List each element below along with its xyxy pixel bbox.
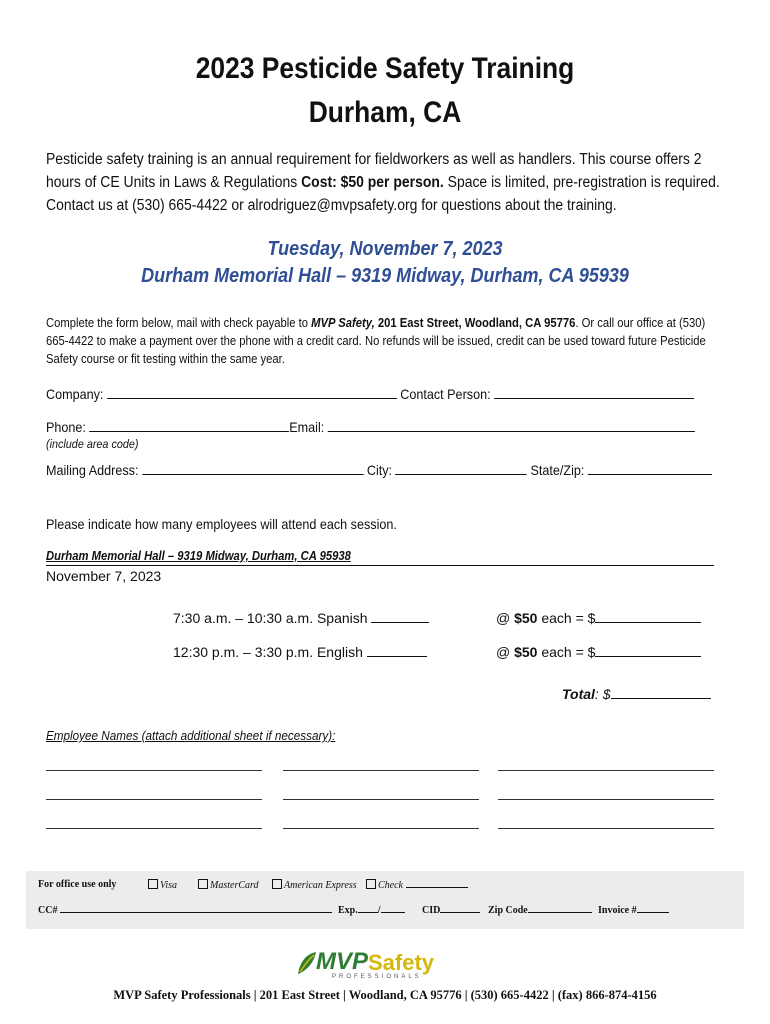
mailing-label: Mailing Address: bbox=[46, 462, 139, 478]
phone-row bbox=[46, 419, 695, 435]
employee-name-field[interactable] bbox=[283, 828, 479, 829]
office-use-label: For office use only bbox=[38, 879, 117, 890]
total-field[interactable] bbox=[611, 698, 711, 699]
mailing-row bbox=[46, 462, 712, 478]
exp-row: Exp. / bbox=[338, 905, 405, 916]
page-title: 2023 Pesticide Safety Training bbox=[195, 52, 575, 85]
statezip-label: State/Zip: bbox=[530, 462, 585, 478]
event-location: Durham Memorial Hall – 9319 Midway, Durham, CA 95939 bbox=[141, 265, 629, 287]
english-price bbox=[496, 644, 701, 660]
logo-professionals-text: PROFESSIONALS bbox=[332, 974, 422, 980]
employee-name-field[interactable] bbox=[46, 828, 262, 829]
employee-name-field[interactable] bbox=[46, 770, 262, 771]
intro-text-2: Space is limited, pre-registration is required. Contact us at (530) 665-4422 or alrodriguez@mvpsafety.org for questions about the training. bbox=[46, 174, 720, 214]
employee-name-field[interactable] bbox=[283, 770, 479, 771]
cid-row bbox=[422, 905, 480, 916]
checkbox-icon bbox=[198, 879, 208, 889]
company-field[interactable] bbox=[107, 398, 397, 399]
employee-name-field[interactable] bbox=[283, 799, 479, 800]
invoice-row bbox=[598, 905, 669, 916]
price-value: $50 bbox=[514, 644, 538, 660]
invoice-field[interactable] bbox=[637, 912, 669, 913]
price-value: $50 bbox=[514, 610, 538, 626]
exp-year-field[interactable] bbox=[381, 912, 405, 913]
price-prefix: @ bbox=[496, 610, 515, 626]
phone-label: Phone: bbox=[46, 419, 86, 435]
area-code-note: (include area code) bbox=[46, 437, 139, 451]
leaf-icon bbox=[296, 950, 318, 976]
cc-field[interactable] bbox=[60, 912, 332, 913]
total-suffix: : $ bbox=[594, 686, 611, 702]
page-subtitle: Durham, CA bbox=[308, 96, 462, 129]
statezip-field[interactable] bbox=[588, 474, 712, 475]
spanish-price bbox=[496, 610, 701, 626]
mastercard-label: MasterCard bbox=[210, 880, 259, 891]
session-label: 7:30 a.m. – 10:30 a.m. Spanish bbox=[173, 610, 368, 626]
city-field[interactable] bbox=[396, 474, 527, 475]
cid-field[interactable] bbox=[440, 912, 480, 913]
spanish-count-field[interactable] bbox=[371, 622, 429, 623]
footer-text: MVP Safety Professionals | 201 East Street | Woodland, CA 95776 | (530) 665-4422 | (fax) 866-874-4156 bbox=[113, 988, 657, 1002]
check-number-field[interactable] bbox=[406, 887, 468, 888]
office-use-box bbox=[26, 871, 744, 929]
city-label: City: bbox=[366, 462, 393, 478]
company-row bbox=[46, 386, 694, 402]
intro-paragraph bbox=[46, 148, 730, 217]
mailing-field[interactable] bbox=[142, 474, 363, 475]
contact-label: Contact Person: bbox=[400, 386, 491, 402]
mastercard-option[interactable] bbox=[198, 879, 259, 891]
mail-address-text: 201 East Street, Woodland, CA 95776 bbox=[374, 316, 576, 330]
cid-label: CID bbox=[422, 905, 441, 916]
email-label: Email: bbox=[289, 419, 325, 435]
session-date: November 7, 2023 bbox=[46, 568, 162, 584]
intro-text: Pesticide safety training is an annual requirement for fieldworkers as well as handlers. This course offers 2 hours of CE Units in Laws & Regulations bbox=[46, 151, 702, 191]
price-prefix: @ bbox=[496, 644, 515, 660]
instructions-paragraph bbox=[46, 314, 730, 368]
cost-text: Cost: $50 per person. bbox=[301, 174, 444, 191]
exp-month-field[interactable] bbox=[358, 912, 378, 913]
visa-label: Visa bbox=[160, 880, 178, 891]
price-suffix: each = $ bbox=[537, 644, 596, 660]
total-row bbox=[562, 686, 711, 702]
company-label: Company: bbox=[46, 386, 104, 402]
contact-field[interactable] bbox=[494, 398, 694, 399]
employee-name-field[interactable] bbox=[46, 799, 262, 800]
sessions-prompt: Please indicate how many employees will attend each session. bbox=[46, 516, 397, 532]
english-amount-field[interactable] bbox=[595, 656, 701, 657]
employee-name-field[interactable] bbox=[498, 799, 714, 800]
check-label: Check bbox=[378, 880, 403, 891]
zip-row bbox=[488, 905, 592, 916]
spanish-amount-field[interactable] bbox=[595, 622, 701, 623]
checkbox-icon bbox=[148, 879, 158, 889]
employee-name-field[interactable] bbox=[498, 770, 714, 771]
total-label: Total bbox=[562, 686, 595, 702]
price-suffix: each = $ bbox=[537, 610, 596, 626]
session-row-english bbox=[173, 644, 427, 660]
session-row-spanish bbox=[173, 610, 429, 626]
english-count-field[interactable] bbox=[367, 656, 427, 657]
zip-label: Zip Code bbox=[488, 905, 528, 916]
visa-option[interactable] bbox=[148, 879, 177, 891]
venue-line bbox=[46, 547, 714, 566]
event-date: Tuesday, November 7, 2023 bbox=[267, 238, 503, 260]
phone-field[interactable] bbox=[89, 431, 289, 432]
payee-text: MVP Safety, bbox=[311, 316, 375, 330]
logo-safety-text: Safety bbox=[368, 950, 435, 975]
email-field[interactable] bbox=[328, 431, 695, 432]
checkbox-icon bbox=[366, 879, 376, 889]
cc-label: CC# bbox=[38, 905, 58, 916]
employees-label: Employee Names (attach additional sheet if necessary): bbox=[46, 728, 336, 743]
instructions-text: Complete the form below, mail with check payable to bbox=[46, 316, 312, 330]
instructions-text-2: . Or call our office at (530) 665-4422 to make a payment over the phone with a credit card. No refunds will be issued, credit can be used toward future Pesticide Safety course or fit testing within the same year. bbox=[46, 316, 706, 366]
exp-label: Exp. bbox=[338, 905, 358, 916]
zip-field[interactable] bbox=[528, 912, 592, 913]
session-label: 12:30 p.m. – 3:30 p.m. English bbox=[173, 644, 363, 660]
amex-label: American Express bbox=[284, 880, 357, 891]
checkbox-icon bbox=[272, 879, 282, 889]
employee-name-field[interactable] bbox=[498, 828, 714, 829]
cc-row bbox=[38, 905, 332, 916]
venue-text: Durham Memorial Hall – 9319 Midway, Durham, CA 95938 bbox=[46, 549, 351, 563]
invoice-label: Invoice # bbox=[598, 905, 637, 916]
check-option[interactable] bbox=[366, 879, 468, 891]
mvp-logo bbox=[296, 946, 446, 982]
amex-option[interactable] bbox=[272, 879, 357, 891]
logo-mvp-text: MVP bbox=[316, 948, 369, 975]
